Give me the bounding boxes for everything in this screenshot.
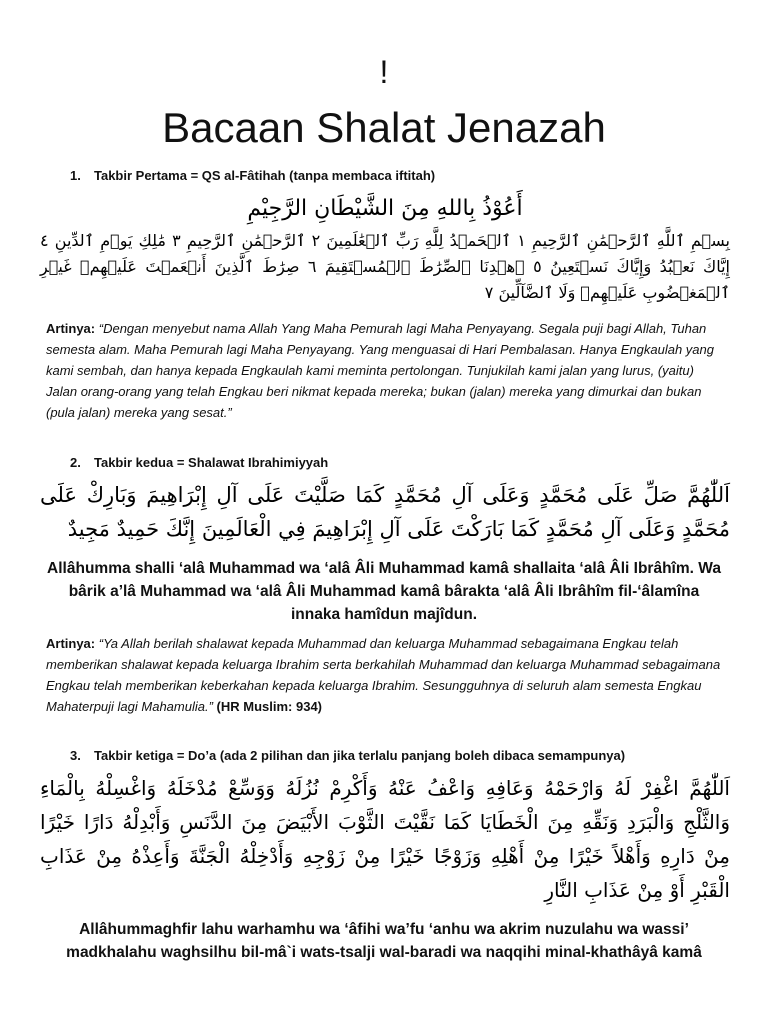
shalawat-latin: Allâhumma shalli ‘alâ Muhammad wa ‘alâ Âli Muhammad kamâ shallaita ‘alâ Âli Ibrâhîm. Wa bârik a’lâ Muhammad wa ‘alâ Âli Muhammad kamâ bârakta ‘alâ Âli Ibrâhîm fil-‘âlamîna innaka hamîdun majîdun.	[47, 560, 721, 623]
section-2-heading-text: Takbir kedua = Shalawat Ibrahimiyyah	[94, 455, 329, 470]
section-1-translation-label: Artinya:	[46, 321, 96, 336]
section-2-number: 2.	[70, 455, 81, 470]
section-2-translation	[46, 633, 726, 717]
page-title: Bacaan Shalat Jenazah	[162, 104, 606, 151]
section-2-heading	[70, 454, 750, 472]
section-3-number: 3.	[70, 748, 81, 763]
shalawat-arabic: اَللّٰهُمَّ صَلِّ عَلَى مُحَمَّدٍ وَعَلَى آلِ مُحَمَّدٍ كَمَا صَلَّيْتَ عَلَى آلِ إِبْرَاهِيمَ وَبَارِكْ عَلَى مُحَمَّدٍ وَعَلَى آلِ مُحَمَّدٍ كَمَا بَارَكْتَ عَلَى آلِ إِبْرَاهِيمَ فِي الْعَالَمِينَ إِنَّكَ حَمِيدٌ مَجِيدٌ	[40, 483, 730, 541]
page-mark: !	[379, 54, 389, 90]
doa-latin: Allâhummaghfir lahu warhamhu wa ‘âfihi wa’fu ‘anhu wa akrim nuzulahu wa wassi’ madkhalahu waghsilhu bil-mâ`i wats-tsalji wal-baradi wa naqqihi minal-khathâyâ kamâ	[66, 921, 702, 961]
section-1-heading	[70, 167, 750, 185]
section-1-heading-text: Takbir Pertama = QS al-Fâtihah (tanpa membaca iftitah)	[94, 168, 436, 183]
section-1-translation	[46, 318, 726, 423]
doa-arabic: اَللّٰهُمَّ اغْفِرْ لَهُ وَارْحَمْهُ وَعَافِهِ وَاعْفُ عَنْهُ وَأَكْرِمْ نُزُلَهُ وَوَسِّعْ مُدْخَلَهُ وَاغْسِلْهُ بِالْمَاءِ وَالثَّلْجِ وَالْبَرَدِ وَنَقِّهِ مِنَ الْخَطَايَا كَمَا نَقَّيْتَ الثَّوْبَ الأَبْيَضَ مِنَ الدَّنَسِ وَأَبْدِلْهُ دَارًا خَيْرًا مِنْ دَارِهِ وَأَهْلاً خَيْرًا مِنْ أَهْلِهِ وَزَوْجًا خَيْرًا مِنْ زَوْجِهِ وَأَدْخِلْهُ الْجَنَّةَ وَأَعِذْهُ مِنْ عَذَابِ الْقَبْرِ أَوْ مِنْ عَذَابِ النَّارِ	[40, 776, 730, 902]
section-2-translation-label: Artinya:	[46, 636, 96, 651]
taawudz-arabic: أَعُوْذُ بِاللهِ مِنَ الشَّيْطَانِ الرَّجِيْمِ	[247, 196, 523, 221]
section-1-translation-text: “Dengan menyebut nama Allah Yang Maha Pemurah lagi Maha Penyayang. Segala puji bagi Allah, Tuhan semesta alam. Maha Pemurah lagi Maha Penyayang. Yang menguasai di Hari Pembalasan. Hanya Engkaulah yang kami sembah, dan hanya kepada Engkaulah kami meminta pertolongan. Tunjukilah kami jalan yang lurus, (yaitu) Jalan orang-orang yang telah Engkau beri nikmat kepada mereka; bukan (jalan) mereka yang dimurkai dan bukan (pula jalan) mereka yang sesat.”	[46, 321, 714, 420]
section-1-number: 1.	[70, 168, 81, 183]
section-3-heading	[70, 747, 750, 765]
fatihah-arabic: بِسۡمِ ٱللَّهِ ٱلرَّحۡمَٰنِ ٱلرَّحِيمِ ١ ٱلۡحَمۡدُ لِلَّهِ رَبِّ ٱلۡعَٰلَمِينَ ٢ ٱلرَّحۡمَٰنِ ٱلرَّحِيمِ ٣ مَٰلِكِ يَوۡمِ ٱلدِّينِ ٤ إِيَّاكَ نَعۡبُدُ وَإِيَّاكَ نَسۡتَعِينُ ٥ ٱهۡدِنَا ٱلصِّرَٰطَ ٱلۡمُسۡتَقِيمَ ٦ صِرَٰطَ ٱلَّذِينَ أَنۡعَمۡتَ عَلَيۡهِمۡ غَيۡرِ ٱلۡمَغۡضُوبِ عَلَيۡهِمۡ وَلَا ٱلضَّآلِّينَ ٧	[40, 231, 731, 302]
section-2-source: (HR Muslim: 934)	[216, 699, 323, 714]
section-3-heading-text: Takbir ketiga = Do’a (ada 2 pilihan dan jika terlalu panjang boleh dibaca semampunya)	[94, 748, 626, 763]
section-2-translation-text: “Ya Allah berilah shalawat kepada Muhammad dan keluarga Muhammad sebagaimana Engkau telah memberikan shalawat kepada keluarga Ibrahim serta berkahilah Muhammad dan keluarga Muhammad sebagaimana Engkau telah memberikan keberkahan kepada keluarga Ibrahim. Sesungguhnya di seluruh alam semesta Engkau Mahaterpuji lagi Mahamulia.”	[46, 636, 721, 714]
